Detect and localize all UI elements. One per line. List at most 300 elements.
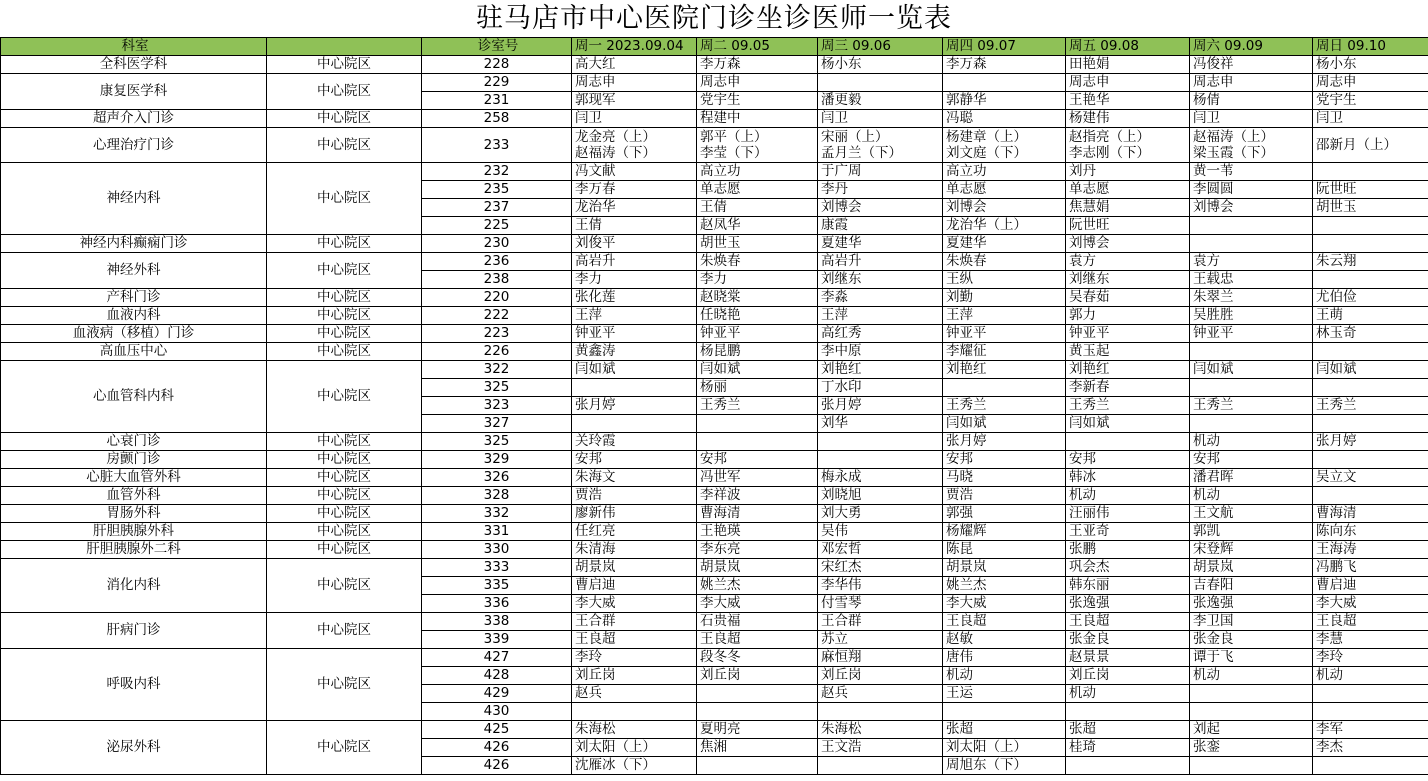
area-cell: 中心院区 xyxy=(267,469,422,487)
area-cell: 中心院区 xyxy=(267,253,422,289)
doctor-cell: 袁方 xyxy=(1066,253,1190,271)
table-row xyxy=(1,325,1428,343)
doctor-cell: 李万春 xyxy=(572,181,697,199)
doctor-cell: 刘博会 xyxy=(1190,199,1313,217)
doctor-cell xyxy=(1313,217,1428,235)
header-room: 诊室号 xyxy=(422,38,572,56)
area-cell: 中心院区 xyxy=(267,721,422,775)
doctor-cell: 高岩升 xyxy=(818,253,943,271)
room-cell: 236 xyxy=(422,253,572,271)
table-row xyxy=(1,253,1428,271)
doctor-cell: 曹海清 xyxy=(1313,505,1428,523)
doctor-cell: 李中原 xyxy=(818,343,943,361)
doctor-cell: 王倩 xyxy=(572,217,697,235)
doctor-cell: 单志愿 xyxy=(943,181,1066,199)
doctor-cell: 张超 xyxy=(943,721,1066,739)
doctor-cell: 周志申 xyxy=(697,74,818,92)
doctor-cell: 王秀兰 xyxy=(1313,397,1428,415)
area-cell: 中心院区 xyxy=(267,163,422,235)
room-cell: 330 xyxy=(422,541,572,559)
doctor-cell: 钟亚平 xyxy=(943,325,1066,343)
doctor-cell xyxy=(1190,379,1313,397)
doctor-cell: 李大威 xyxy=(943,595,1066,613)
table-row xyxy=(1,289,1428,307)
header-day: 周二 09.05 xyxy=(697,38,818,56)
doctor-cell: 李大威 xyxy=(572,595,697,613)
doctor-cell xyxy=(943,74,1066,92)
area-cell: 中心院区 xyxy=(267,289,422,307)
doctor-cell: 夏建华 xyxy=(943,235,1066,253)
doctor-cell: 刘太阳（上） xyxy=(572,739,697,757)
dept-cell: 高血压中心 xyxy=(1,343,267,361)
doctor-cell: 韩冰 xyxy=(1066,469,1190,487)
area-cell: 中心院区 xyxy=(267,361,422,433)
doctor-cell xyxy=(818,757,943,775)
doctor-cell: 郭强 xyxy=(943,505,1066,523)
dept-cell: 神经内科 xyxy=(1,163,267,235)
doctor-cell: 曹启迪 xyxy=(1313,577,1428,595)
doctor-cell: 张月婷 xyxy=(1313,433,1428,451)
doctor-cell: 党宇生 xyxy=(697,92,818,110)
room-cell: 426 xyxy=(422,739,572,757)
table-row xyxy=(1,559,1428,577)
doctor-cell: 丁水印 xyxy=(818,379,943,397)
doctor-cell: 邵新月（上） xyxy=(1313,128,1428,163)
doctor-cell: 朱焕春 xyxy=(943,253,1066,271)
doctor-cell xyxy=(572,379,697,397)
doctor-cell: 林玉奇 xyxy=(1313,325,1428,343)
doctor-cell: 安邦 xyxy=(697,451,818,469)
dept-cell: 神经内科癫痫门诊 xyxy=(1,235,267,253)
room-cell: 427 xyxy=(422,649,572,667)
doctor-cell: 机动 xyxy=(1190,667,1313,685)
doctor-cell: 王艳华 xyxy=(1066,92,1190,110)
doctor-cell: 钟亚平 xyxy=(572,325,697,343)
doctor-cell xyxy=(1190,415,1313,433)
doctor-cell: 高大红 xyxy=(572,56,697,74)
doctor-cell: 赵凤华 xyxy=(697,217,818,235)
dept-cell: 心脏大血管外科 xyxy=(1,469,267,487)
doctor-cell xyxy=(1190,235,1313,253)
table-row xyxy=(1,74,1428,92)
doctor-cell: 任红亮 xyxy=(572,523,697,541)
doctor-cell: 赵敏 xyxy=(943,631,1066,649)
doctor-cell: 刘博会 xyxy=(818,199,943,217)
table-row xyxy=(1,721,1428,739)
doctor-cell: 张鹏 xyxy=(1066,541,1190,559)
doctor-cell: 王秀兰 xyxy=(1066,397,1190,415)
doctor-cell: 吴春茹 xyxy=(1066,289,1190,307)
doctor-cell: 王萍 xyxy=(943,307,1066,325)
doctor-cell xyxy=(1313,451,1428,469)
doctor-cell: 王良超 xyxy=(943,613,1066,631)
dept-cell: 肝病门诊 xyxy=(1,613,267,649)
area-cell: 中心院区 xyxy=(267,128,422,163)
doctor-cell: 张金良 xyxy=(1190,631,1313,649)
room-cell: 336 xyxy=(422,595,572,613)
dept-cell: 呼吸内科 xyxy=(1,649,267,721)
doctor-cell: 李万森 xyxy=(943,56,1066,74)
table-row xyxy=(1,235,1428,253)
doctor-cell: 阮世旺 xyxy=(1066,217,1190,235)
doctor-cell: 王良超 xyxy=(572,631,697,649)
doctor-cell: 周志申 xyxy=(572,74,697,92)
room-cell: 220 xyxy=(422,289,572,307)
doctor-cell: 闫如斌 xyxy=(572,361,697,379)
header-area xyxy=(267,38,422,56)
doctor-cell: 李新春 xyxy=(1066,379,1190,397)
doctor-cell: 郭静华 xyxy=(943,92,1066,110)
area-cell: 中心院区 xyxy=(267,325,422,343)
doctor-cell: 贾浩 xyxy=(572,487,697,505)
doctor-cell: 王海涛 xyxy=(1313,541,1428,559)
room-cell: 235 xyxy=(422,181,572,199)
dept-cell: 血液内科 xyxy=(1,307,267,325)
page-title: 驻马店市中心医院门诊坐诊医师一览表 xyxy=(476,3,952,34)
room-cell: 329 xyxy=(422,451,572,469)
doctor-cell: 冯俊祥 xyxy=(1190,56,1313,74)
doctor-cell xyxy=(818,74,943,92)
room-cell: 332 xyxy=(422,505,572,523)
doctor-cell: 安邦 xyxy=(572,451,697,469)
doctor-cell: 张金良 xyxy=(1066,631,1190,649)
doctor-cell: 杨耀辉 xyxy=(943,523,1066,541)
doctor-cell: 周旭东（下） xyxy=(943,757,1066,775)
doctor-cell: 王萍 xyxy=(818,307,943,325)
doctor-cell: 冯文献 xyxy=(572,163,697,181)
doctor-cell: 韩东丽 xyxy=(1066,577,1190,595)
doctor-cell xyxy=(1313,235,1428,253)
doctor-cell: 闫卫 xyxy=(1190,110,1313,128)
doctor-cell: 刘继东 xyxy=(1066,271,1190,289)
doctor-cell: 袁方 xyxy=(1190,253,1313,271)
doctor-cell: 胡景岚 xyxy=(1190,559,1313,577)
doctor-cell: 刘博会 xyxy=(943,199,1066,217)
dept-cell: 产科门诊 xyxy=(1,289,267,307)
dept-cell: 泌尿外科 xyxy=(1,721,267,775)
doctor-cell xyxy=(818,433,943,451)
doctor-cell: 李力 xyxy=(697,271,818,289)
doctor-cell xyxy=(697,703,818,721)
dept-cell: 血液病（移植）门诊 xyxy=(1,325,267,343)
doctor-cell: 安邦 xyxy=(1190,451,1313,469)
doctor-cell: 李丹 xyxy=(818,181,943,199)
doctor-cell: 杨倩 xyxy=(1190,92,1313,110)
doctor-cell xyxy=(1313,343,1428,361)
doctor-cell: 谭于飞 xyxy=(1190,649,1313,667)
doctor-cell xyxy=(1066,433,1190,451)
room-cell: 327 xyxy=(422,415,572,433)
doctor-cell xyxy=(1313,685,1428,703)
header-row xyxy=(1,38,1428,56)
area-cell: 中心院区 xyxy=(267,235,422,253)
area-cell: 中心院区 xyxy=(267,649,422,721)
doctor-cell: 陈向东 xyxy=(1313,523,1428,541)
doctor-cell: 闫如斌 xyxy=(1313,361,1428,379)
doctor-cell: 梅永成 xyxy=(818,469,943,487)
doctor-cell xyxy=(1190,343,1313,361)
doctor-cell: 刘艳红 xyxy=(1066,361,1190,379)
doctor-cell: 张月婷 xyxy=(572,397,697,415)
doctor-cell xyxy=(697,685,818,703)
doctor-cell: 闫卫 xyxy=(572,110,697,128)
doctor-cell xyxy=(572,703,697,721)
area-cell: 中心院区 xyxy=(267,451,422,469)
doctor-cell xyxy=(1313,271,1428,289)
doctor-cell: 石贵福 xyxy=(697,613,818,631)
table-row xyxy=(1,433,1428,451)
doctor-cell: 王秀兰 xyxy=(943,397,1066,415)
doctor-cell: 李圆圆 xyxy=(1190,181,1313,199)
doctor-cell: 刘艳红 xyxy=(818,361,943,379)
dept-cell: 胃肠外科 xyxy=(1,505,267,523)
doctor-cell: 张銮 xyxy=(1190,739,1313,757)
room-cell: 223 xyxy=(422,325,572,343)
doctor-cell: 宋丽（上） 孟月兰（下） xyxy=(818,128,943,163)
doctor-cell: 张逸强 xyxy=(1190,595,1313,613)
doctor-cell: 巩会杰 xyxy=(1066,559,1190,577)
dept-cell: 心血管科内科 xyxy=(1,361,267,433)
doctor-cell xyxy=(1190,217,1313,235)
room-cell: 333 xyxy=(422,559,572,577)
doctor-cell: 胡世玉 xyxy=(1313,199,1428,217)
doctor-cell: 邓宏哲 xyxy=(818,541,943,559)
dept-cell: 消化内科 xyxy=(1,559,267,613)
doctor-cell: 冯世军 xyxy=(697,469,818,487)
doctor-cell: 段冬冬 xyxy=(697,649,818,667)
doctor-cell: 李万森 xyxy=(697,56,818,74)
doctor-cell: 尤伯俭 xyxy=(1313,289,1428,307)
doctor-cell: 高立功 xyxy=(943,163,1066,181)
doctor-cell: 潘君晖 xyxy=(1190,469,1313,487)
dept-cell: 血管外科 xyxy=(1,487,267,505)
doctor-cell xyxy=(1066,757,1190,775)
doctor-cell: 廖新伟 xyxy=(572,505,697,523)
doctor-cell: 任晓艳 xyxy=(697,307,818,325)
doctor-cell xyxy=(1313,757,1428,775)
doctor-cell: 杨小东 xyxy=(1313,56,1428,74)
doctor-cell: 胡世玉 xyxy=(697,235,818,253)
doctor-cell: 王良超 xyxy=(1066,613,1190,631)
doctor-cell: 李祥波 xyxy=(697,487,818,505)
doctor-cell: 李力 xyxy=(572,271,697,289)
doctor-cell: 王文航 xyxy=(1190,505,1313,523)
room-cell: 230 xyxy=(422,235,572,253)
doctor-cell: 王亚奇 xyxy=(1066,523,1190,541)
doctor-cell: 康霞 xyxy=(818,217,943,235)
room-cell: 322 xyxy=(422,361,572,379)
doctor-cell: 高立功 xyxy=(697,163,818,181)
table-row xyxy=(1,110,1428,128)
doctor-cell: 王载忠 xyxy=(1190,271,1313,289)
area-cell: 中心院区 xyxy=(267,523,422,541)
room-cell: 258 xyxy=(422,110,572,128)
doctor-cell: 钟亚平 xyxy=(1066,325,1190,343)
header-day: 周三 09.06 xyxy=(818,38,943,56)
doctor-cell xyxy=(572,415,697,433)
doctor-cell: 郭平（上） 李莹（下） xyxy=(697,128,818,163)
doctor-cell: 党宇生 xyxy=(1313,92,1428,110)
room-cell: 335 xyxy=(422,577,572,595)
doctor-cell: 刘丹 xyxy=(1066,163,1190,181)
doctor-cell: 郭现军 xyxy=(572,92,697,110)
room-cell: 325 xyxy=(422,433,572,451)
dept-cell: 神经外科 xyxy=(1,253,267,289)
doctor-cell: 朱焕春 xyxy=(697,253,818,271)
room-cell: 228 xyxy=(422,56,572,74)
dept-cell: 房颤门诊 xyxy=(1,451,267,469)
doctor-cell: 张超 xyxy=(1066,721,1190,739)
doctor-cell: 王良超 xyxy=(1313,613,1428,631)
doctor-cell: 赵指亮（上） 李志刚（下） xyxy=(1066,128,1190,163)
area-cell: 中心院区 xyxy=(267,487,422,505)
table-row xyxy=(1,307,1428,325)
doctor-cell: 关玲霞 xyxy=(572,433,697,451)
table-row xyxy=(1,523,1428,541)
doctor-cell xyxy=(697,433,818,451)
room-cell: 328 xyxy=(422,487,572,505)
doctor-cell: 唐伟 xyxy=(943,649,1066,667)
doctor-cell: 刘博会 xyxy=(1066,235,1190,253)
doctor-cell: 王文浩 xyxy=(818,739,943,757)
header-dept: 科室 xyxy=(1,38,267,56)
doctor-cell: 吴立文 xyxy=(1313,469,1428,487)
doctor-cell: 刘俊平 xyxy=(572,235,697,253)
header-day: 周六 09.09 xyxy=(1190,38,1313,56)
doctor-cell: 刘丘岗 xyxy=(1066,667,1190,685)
table-row xyxy=(1,343,1428,361)
doctor-cell: 刘丘岗 xyxy=(818,667,943,685)
doctor-cell: 李慧 xyxy=(1313,631,1428,649)
doctor-cell: 闫如斌 xyxy=(1066,415,1190,433)
doctor-cell: 王合群 xyxy=(572,613,697,631)
doctor-cell: 王倩 xyxy=(697,199,818,217)
doctor-cell: 机动 xyxy=(1190,433,1313,451)
room-cell: 226 xyxy=(422,343,572,361)
doctor-cell: 周志申 xyxy=(1313,74,1428,92)
doctor-cell xyxy=(943,703,1066,721)
doctor-cell: 朱海文 xyxy=(572,469,697,487)
doctor-cell: 杨丽 xyxy=(697,379,818,397)
area-cell: 中心院区 xyxy=(267,559,422,613)
room-cell: 338 xyxy=(422,613,572,631)
doctor-cell: 安邦 xyxy=(943,451,1066,469)
room-cell: 323 xyxy=(422,397,572,415)
doctor-cell: 安邦 xyxy=(1066,451,1190,469)
doctor-cell xyxy=(1313,415,1428,433)
doctor-cell: 夏建华 xyxy=(818,235,943,253)
doctor-cell: 胡景岚 xyxy=(943,559,1066,577)
room-cell: 232 xyxy=(422,163,572,181)
doctor-cell: 龙治华（上） xyxy=(943,217,1066,235)
doctor-cell: 李耀征 xyxy=(943,343,1066,361)
doctor-cell: 刘继东 xyxy=(818,271,943,289)
room-cell: 233 xyxy=(422,128,572,163)
doctor-cell: 龙治华 xyxy=(572,199,697,217)
doctor-cell: 李玲 xyxy=(572,649,697,667)
doctor-cell xyxy=(818,703,943,721)
table-row xyxy=(1,128,1428,163)
doctor-cell: 胡景岚 xyxy=(697,559,818,577)
doctor-cell: 刘勤 xyxy=(943,289,1066,307)
doctor-cell: 阮世旺 xyxy=(1313,181,1428,199)
header-day: 周五 09.08 xyxy=(1066,38,1190,56)
room-cell: 426 xyxy=(422,757,572,775)
dept-cell: 肝胆胰腺外二科 xyxy=(1,541,267,559)
table-row xyxy=(1,541,1428,559)
doctor-cell: 张月婷 xyxy=(818,397,943,415)
doctor-cell: 张化莲 xyxy=(572,289,697,307)
doctor-cell: 田艳娟 xyxy=(1066,56,1190,74)
area-cell: 中心院区 xyxy=(267,56,422,74)
room-cell: 326 xyxy=(422,469,572,487)
doctor-cell: 王运 xyxy=(943,685,1066,703)
area-cell: 中心院区 xyxy=(267,541,422,559)
doctor-cell: 黄鑫涛 xyxy=(572,343,697,361)
doctor-cell: 高岩升 xyxy=(572,253,697,271)
doctor-cell: 机动 xyxy=(943,667,1066,685)
room-cell: 428 xyxy=(422,667,572,685)
doctor-cell: 贾浩 xyxy=(943,487,1066,505)
doctor-cell: 刘丘岗 xyxy=(572,667,697,685)
doctor-cell: 李卫国 xyxy=(1190,613,1313,631)
area-cell: 中心院区 xyxy=(267,505,422,523)
dept-cell: 肝胆胰腺外科 xyxy=(1,523,267,541)
doctor-cell: 杨建章（上） 刘文庭（下） xyxy=(943,128,1066,163)
doctor-cell xyxy=(1313,703,1428,721)
doctor-cell xyxy=(943,379,1066,397)
doctor-cell: 杨建伟 xyxy=(1066,110,1190,128)
doctor-cell: 闫卫 xyxy=(818,110,943,128)
doctor-cell: 刘艳红 xyxy=(943,361,1066,379)
dept-cell: 心理治疗门诊 xyxy=(1,128,267,163)
doctor-cell: 陈昆 xyxy=(943,541,1066,559)
doctor-cell: 朱翠兰 xyxy=(1190,289,1313,307)
table-row xyxy=(1,56,1428,74)
doctor-cell: 刘大勇 xyxy=(818,505,943,523)
doctor-cell: 王萌 xyxy=(1313,307,1428,325)
doctor-cell: 王良超 xyxy=(697,631,818,649)
doctor-cell: 麻恒翔 xyxy=(818,649,943,667)
room-cell: 331 xyxy=(422,523,572,541)
doctor-cell: 机动 xyxy=(1190,487,1313,505)
doctor-cell xyxy=(1313,487,1428,505)
doctor-cell: 朱海松 xyxy=(572,721,697,739)
doctor-cell xyxy=(697,757,818,775)
doctor-cell: 赵兵 xyxy=(818,685,943,703)
table-row xyxy=(1,361,1428,379)
doctor-cell: 姚兰杰 xyxy=(943,577,1066,595)
doctor-cell: 朱清海 xyxy=(572,541,697,559)
doctor-cell: 张月婷 xyxy=(943,433,1066,451)
doctor-cell: 李大威 xyxy=(1313,595,1428,613)
doctor-cell: 杨小东 xyxy=(818,56,943,74)
doctor-cell: 宋红杰 xyxy=(818,559,943,577)
doctor-cell xyxy=(1313,379,1428,397)
dept-cell: 心衰门诊 xyxy=(1,433,267,451)
doctor-cell: 朱海松 xyxy=(818,721,943,739)
doctor-cell: 王艳瑛 xyxy=(697,523,818,541)
doctor-cell: 赵兵 xyxy=(572,685,697,703)
doctor-cell: 汪丽伟 xyxy=(1066,505,1190,523)
doctor-cell: 黄玉起 xyxy=(1066,343,1190,361)
doctor-cell: 焦慧娟 xyxy=(1066,199,1190,217)
doctor-cell: 吴胜胜 xyxy=(1190,307,1313,325)
area-cell: 中心院区 xyxy=(267,307,422,325)
table-row xyxy=(1,613,1428,631)
doctor-cell: 赵福涛（上） 梁玉霞（下） xyxy=(1190,128,1313,163)
doctor-cell xyxy=(818,451,943,469)
